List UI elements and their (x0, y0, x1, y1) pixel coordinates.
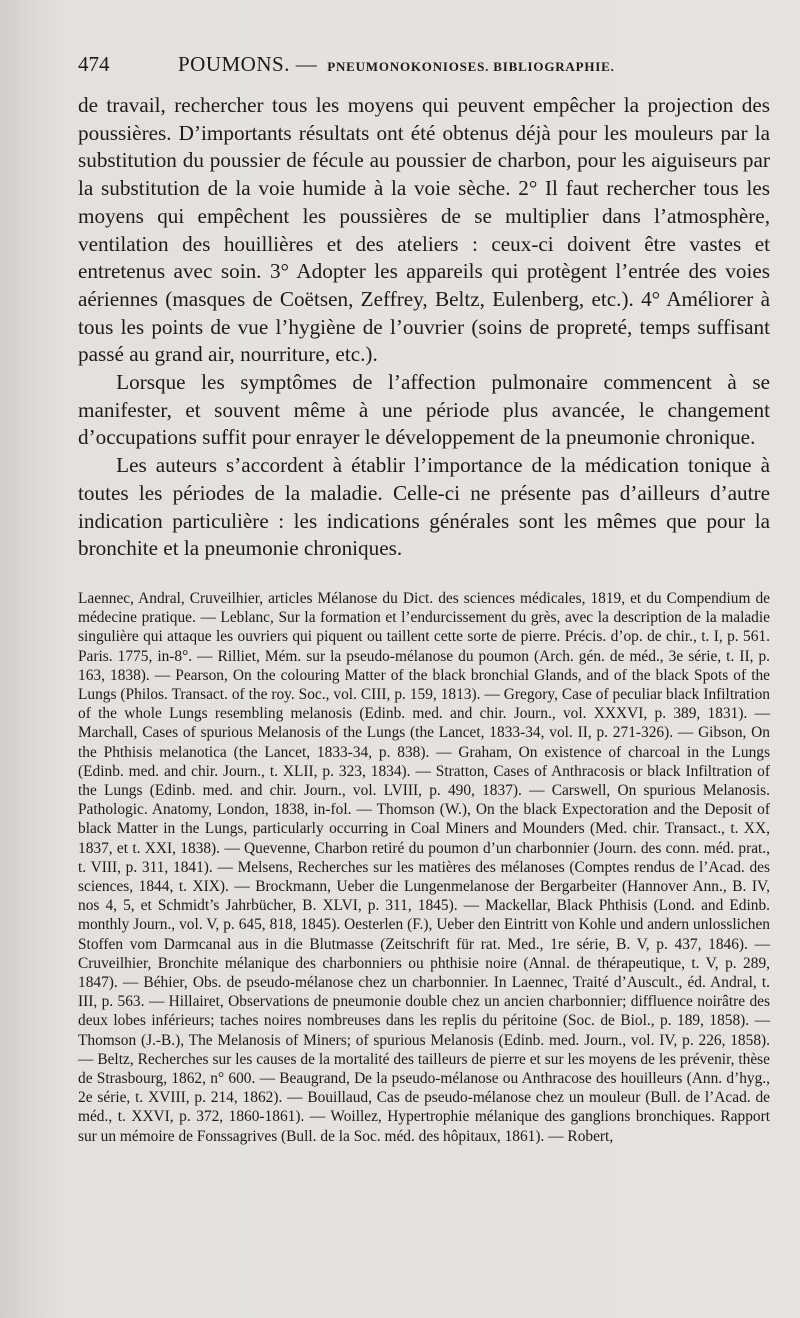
paragraph-1: de travail, rechercher tous les moyens qui peuvent empêcher la projection des poussières. D’importants résultats ont été obtenus déjà pour les mouleurs par la substitution du poussier de fécule au poussier de charbon, pour les aiguiseurs par la substitution de la voie humide à la voie sèche. 2° Il faut rechercher tous les moyens qui empêchent les poussières de se multiplier dans l’atmosphère, ventilation des houillières et des ateliers : ceux-ci doivent être vastes et entretenus avec soin. 3° Adopter les appareils qui protègent l’entrée des voies aériennes (masques de Coëtsen, Zeffrey, Beltz, Eulenberg, etc.). 4° Améliorer à tous les points de vue l’hygiène de l’ouvrier (soins de propreté, temps suffisant passé au grand air, nourriture, etc.). (78, 93, 770, 367)
paragraph-2: Lorsque les symptômes de l’affection pulmonaire commencent à se manifester, et souvent même à une période plus avancée, le changement d’occupations suffit pour enrayer le développement de la pneumonie chronique. (78, 370, 770, 450)
section-title: PNEUMONOKONIOSES. BIBLIOGRAPHIE. (327, 59, 615, 74)
running-title: POUMONS. — (178, 52, 318, 76)
page-number: 474 (78, 52, 110, 76)
bibliography (78, 589, 770, 1146)
page-header (78, 52, 770, 88)
bibliography-text: Laennec, Andral, Cruveilhier, articles Mélanose du Dict. des sciences médicales, 1819, et du Compendium de médecine pratique. — Leblanc, Sur la formation et l’endurcissement du grès, avec la description de la maladie singulière qui attaque les ouvriers qui piquent ou taillent cette sorte de pierre. Précis. d’op. de chir., t. I, p. 561. Paris. 1775, in-8°. — Rilliet, Mém. sur la pseudo-mélanose du poumon (Arch. gén. de méd., 3e série, t. II, p. 163, 1838). — Pearson, On the colouring Matter of the black bronchial Glands, and of the black Spots of the Lungs (Philos. Transact. of the roy. Soc., vol. CIII, p. 159, 1813). — Gregory, Case of peculiar black Infiltration of the whole Lungs resembling melanosis (Edinb. med. and chir. Journ., vol. XXXVI, p. 389, 1831). — Marchall, Cases of spurious Melanosis of the Lungs (the Lancet, 1833-34, vol. II, p. 271-326). — Gibson, On the Phthisis melanotica (the Lancet, 1833-34, p. 838). — Graham, On existence of charcoal in the Lungs (Edinb. med. and chir. Journ., t. XLII, p. 323, 1834). — Stratton, Cases of Anthracosis or black Infiltration of the Lungs (Edinb. med. and chir. Journ., vol. LVIII, p. 490, 1837). — Carswell, On spurious Melanosis. Pathologic. Anatomy, London, 1838, in-fol. — Thomson (W.), On the black Expectoration and the Deposit of black Matter in the Lungs, particularly occurring in Coal Miners and Mounders (Med. chir. Transact., t. XX, 1837, et t. XXI, 1838). — Quevenne, Charbon retiré du poumon d’un charbonnier (Journ. des conn. méd. prat., t. VIII, p. 311, 1841). — Melsens, Recherches sur les matières des mélanoses (Comptes rendus de l’Acad. des sciences, 1844, t. XIX). — Brockmann, Ueber die Lungenmelanose der Bergarbeiter (Hannover Ann., B. IV, nos 4, 5, et Schmidt’s Jahrbücher, B. XLVI, p. 311, 1845). — Mackellar, Black Phthisis (Lond. and Edinb. monthly Journ., vol. V, p. 645, 818, 1845). Oesterlen (F.), Ueber den Eintritt von Kohle und andern unlosslichen Stoffen vom Darmcanal aus in die Blutmasse (Zeitschrift für rat. Med., 1re série, B. V, p. 437, 1846). — Cruveilhier, Bronchite mélanique des charbonniers ou phthisie noire (Annal. de thérapeutique, t. V, p. 289, 1847). — Béhier, Obs. de pseudo-mélanose chez un charbonnier. In Laennec, Traité d’Auscult., éd. Andral, t. III, p. 563. — Hillairet, Observations de pneumonie double chez un ancien charbonnier; diffluence noirâtre des deux lobes inférieurs; taches noires nombreuses dans les replis du péritoine (Soc. de Biol., p. 189, 1858). — Thomson (J.-B.), The Melanosis of Miners; of spurious Melanosis (Edinb. med. Journ., vol. IV, p. 226, 1858). — Beltz, Recherches sur les causes de la mortalité des tailleurs de pierre et sur les moyens de les prévenir, thèse de Strasbourg, 1862, n° 600. — Beaugrand, De la pseudo-mélanose ou Anthracose des houilleurs (Ann. d’hyg., 2e série, t. XVIII, p. 214, 1862). — Bouillaud, Cas de pseudo-mélanose chez un mouleur (Bull. de l’Acad. de méd., t. XXVI, p. 372, 1860-1861). — Woillez, Hypertrophie mélanique des ganglions bronchiques. Rapport sur un mémoire de Fonssagrives (Bull. de la Soc. méd. des hôpitaux, 1861). — Robert, (78, 589, 770, 1145)
paragraph-3: Les auteurs s’accordent à établir l’importance de la médication tonique à toutes les périodes de la maladie. Celle-ci ne présente pas d’ailleurs d’autre indication particulière : les indications générales sont les mêmes que pour la bronchite et la pneumonie chroniques. (78, 453, 770, 561)
main-text (78, 92, 770, 563)
